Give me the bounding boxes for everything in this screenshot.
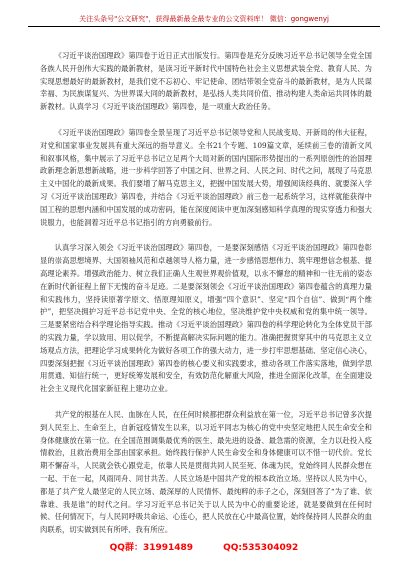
header-banner-text: 关注头条号"公文研究"，获得最新最全最专业的公文资料库！ 微信：gongwenyj [79, 15, 329, 23]
page-header [28, 14, 380, 27]
footer-qq-group: QQ群：31991489 [109, 543, 194, 553]
paragraph-1: 《习近平谈治国理政》第四卷于近日正式出版发行。第四卷是充分反映习近平总书记领导全党全国各族人民开创伟大实践的最新教材，是读习近平新时代中国特色社会主义思想武装全党、教育人民、为实现思想最好的最新教材，是我们党不忘初心、牢记使命、团结带领全党奋斗的最新教材，是为人民谋幸福、为民族谋复兴、为世界谋大同的最新教材，是弘扬人类共同价值、推动构建人类命运共同体的最新教材。认真学习《习近平谈治国理政》第四卷，是一项重大政治任务。 [40, 51, 372, 112]
document-body [40, 50, 372, 550]
footer-qq: QQ:535304092 [223, 543, 299, 553]
paragraph-2: 《习近平谈治国理政》第四卷全景呈现了习近平总书记领导党和人民战变局、开新局的伟大征程，对党和国家事业发展具有重大深远的指导意义。全书21个专题、109篇文章，延续前三卷的清新文风和叙事风格，集中展示了习近平总书记立足两个大局对新的国内国际形势提出的一系列原创性的治国理政新理念新思想新战略，进一步科学回答了中国之问、世界之问、人民之问、时代之问，展现了马克思主义中国化的最新成果。我们要增了解马克思主义，把握中国发展大势，增强阅读经典的、就要深入学习《习近平谈治国理政》第四卷，并结合《习近平谈治国理政》前三卷一起系统学习，这样就能获得中国工程的思想内涵和中国发展的成功密码，能在深度阅读中更加深刻感知科学真理的现实穿透力和强大说服力，也能洞着习近平总书记指引的方向勇毅前行。 [40, 127, 372, 227]
paragraph-3: 认真学习深入领会《习近平谈治国理政》第四卷，一是要深刻感悟《习近平谈治国理政》第四卷彰显的崇高思想境界、大国领袖风范和卓越领导人格力量，进一步感悟思想伟力、筑牢理想信念根基、提高理论素养。增强政治能力、树立我们正确人生观世界观价值观，以永不懈怠的精神和一往无前的姿态在新时代新征程上留下无愧的奋斗足迹。二是要深刻领会《习近平谈治国理政》第四卷蕴含的真理力量和实践伟力，坚持读原著学原文、悟原理知原义，增强“四个意识”、坚定“四个自信”、做到“两个维护”，把坚决拥护习近平总书记党中央、全党的核心地位，坚决维护党中央权威和党的集中统一领导。三是要紧密结合科学理论指导实践。推动《习近平谈治国理政》第四卷的科学理论转化为全体党员干部的实践力量，学以致用、用以促学，不断提高解决实际问题的能力。准确把握贯穿其中的马克思主义立场观点方法，把理论学习成果转化为做好各项工作的强大动力，进一步打牢思想基础、坚定信心决心，四要深刻把握《习近平谈治国理政》第四卷的核心要义和实践要求，推动各项工作落实落地，做到学思用贯通、知信行统一，更好统筹发展和安全，有效防范化解重大风险，推进全面深化改革，在全面建设社会主义现代化国家新征程上建功立业。 [40, 243, 372, 394]
page-footer [0, 542, 408, 554]
header-divider [28, 26, 380, 27]
paragraph-4: 共产党的根基在人民、血脉在人民，在任何时候都把群众利益放在第一位，习近平总书记曾多次提到人民至上、生命至上，自新冠疫情发生以来，以习近平同志为核心的党中央坚定地把人民生命安全和身体健康放在第一位。在全国范围调集最优秀的医生、最先进的设备、最急需的资源，全力以赴投入疫情救治，且救治费用全部由国家承担。始终践行保护人民生命安全和身体健康可以不惜一切代价。党长期不懈奋斗，人民就会铁心跟党走，依靠人民是贯彻共同人民至死、体魂为民，党始终同人民群众想在一起、干在一起，风雨同舟、同甘共苦。人民立场是中国共产党的根本政治立场。坚持以人民为中心，都是了共产党人最坚定的人民立场、最深厚的人民情怀、最纯粹的赤子之心，深刻回答了“为了谁、依靠谁、我是谁”的时代之问。学习习近平总书记关于以人民为中心的重要论述，就是要做到在任何时候、任何情况下，与人民同呼吸共命运、心连心，把人民放在心中最高位置，始终保持同人民群众的血肉联系，切实做到民有所呼、我有所应。 [40, 409, 372, 535]
